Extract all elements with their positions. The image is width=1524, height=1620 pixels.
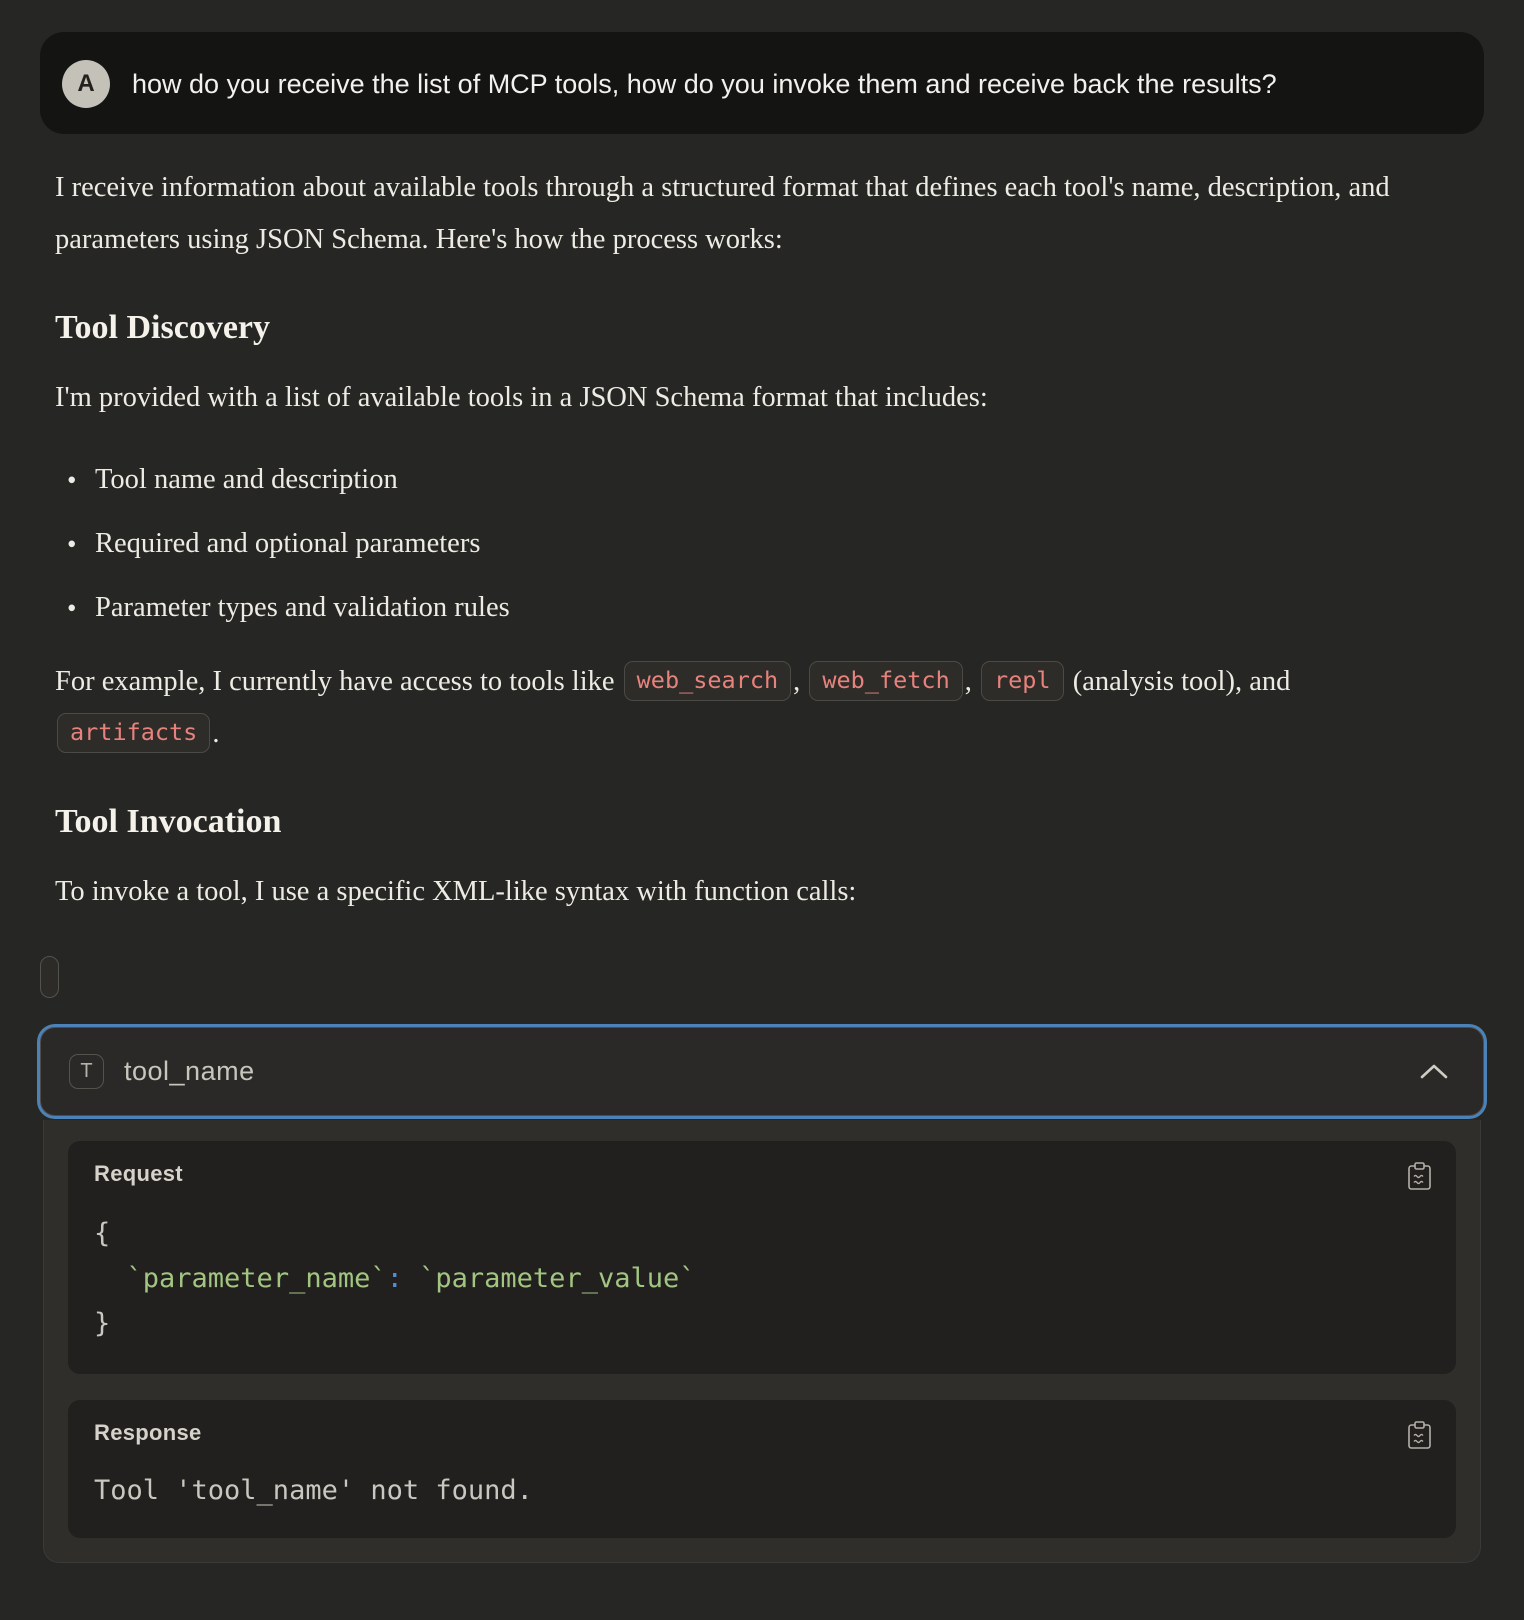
code-param-key: `parameter_name` [126,1263,387,1294]
heading-tool-invocation: Tool Invocation [55,803,282,840]
tool-letter-badge: T [69,1054,104,1089]
response-output-text: Tool 'tool_name' not found. [94,1475,533,1506]
user-message-bubble [40,32,1484,134]
example-text: For example, I currently have access to tools like [55,666,622,697]
code-line: { [94,1218,111,1249]
chevron-up-icon[interactable] [1419,1063,1449,1081]
chat-content [40,32,1484,1563]
request-panel [68,1141,1456,1374]
tool-call-body [43,1120,1481,1563]
example-text: , [964,666,979,697]
empty-code-block [40,956,59,998]
example-text: . [212,718,220,749]
intro-paragraph: I receive information about available tools through a structured format that defines each tool's name, description, and parameters using JSON Schema. Here's how the process works: [55,172,1390,255]
tool-call-header[interactable] [40,1027,1484,1116]
user-message-text: how do you receive the list of MCP tools, how do you invoke them and receive back the results? [132,69,1277,99]
clipboard-icon [1407,1438,1432,1453]
assistant-response [55,162,1469,918]
inline-code-repl: repl [981,661,1064,701]
code-colon: : [386,1263,403,1294]
invocation-lead: To invoke a tool, I use a specific XML-like syntax with function calls: [55,876,857,907]
heading-tool-discovery: Tool Discovery [55,309,271,346]
discovery-lead: I'm provided with a list of available tools in a JSON Schema format that includes: [55,382,988,413]
example-paragraph [55,656,1400,760]
list-item: • Tool name and description [55,454,1469,506]
inline-code-artifacts: artifacts [57,713,210,753]
list-item: • Parameter types and validation rules [55,582,1469,634]
request-label: Request [94,1161,183,1186]
user-avatar: A [62,60,110,108]
tool-name-label: tool_name [124,1056,255,1086]
inline-code-web-search: web_search [624,661,791,701]
code-param-value: `parameter_value` [419,1263,696,1294]
clipboard-icon [1407,1179,1432,1194]
list-item: • Required and optional parameters [55,518,1469,570]
copy-response-button[interactable] [1403,1416,1436,1457]
code-line: } [94,1308,111,1339]
discovery-bullet-list [55,454,1469,634]
inline-code-web-fetch: web_fetch [809,661,962,701]
example-text: , [793,666,808,697]
response-label: Response [94,1420,202,1445]
example-text: (analysis tool), and [1065,666,1291,697]
copy-request-button[interactable] [1403,1157,1436,1198]
request-code [94,1211,1430,1346]
response-panel [68,1400,1456,1538]
code-line [94,1256,1430,1301]
